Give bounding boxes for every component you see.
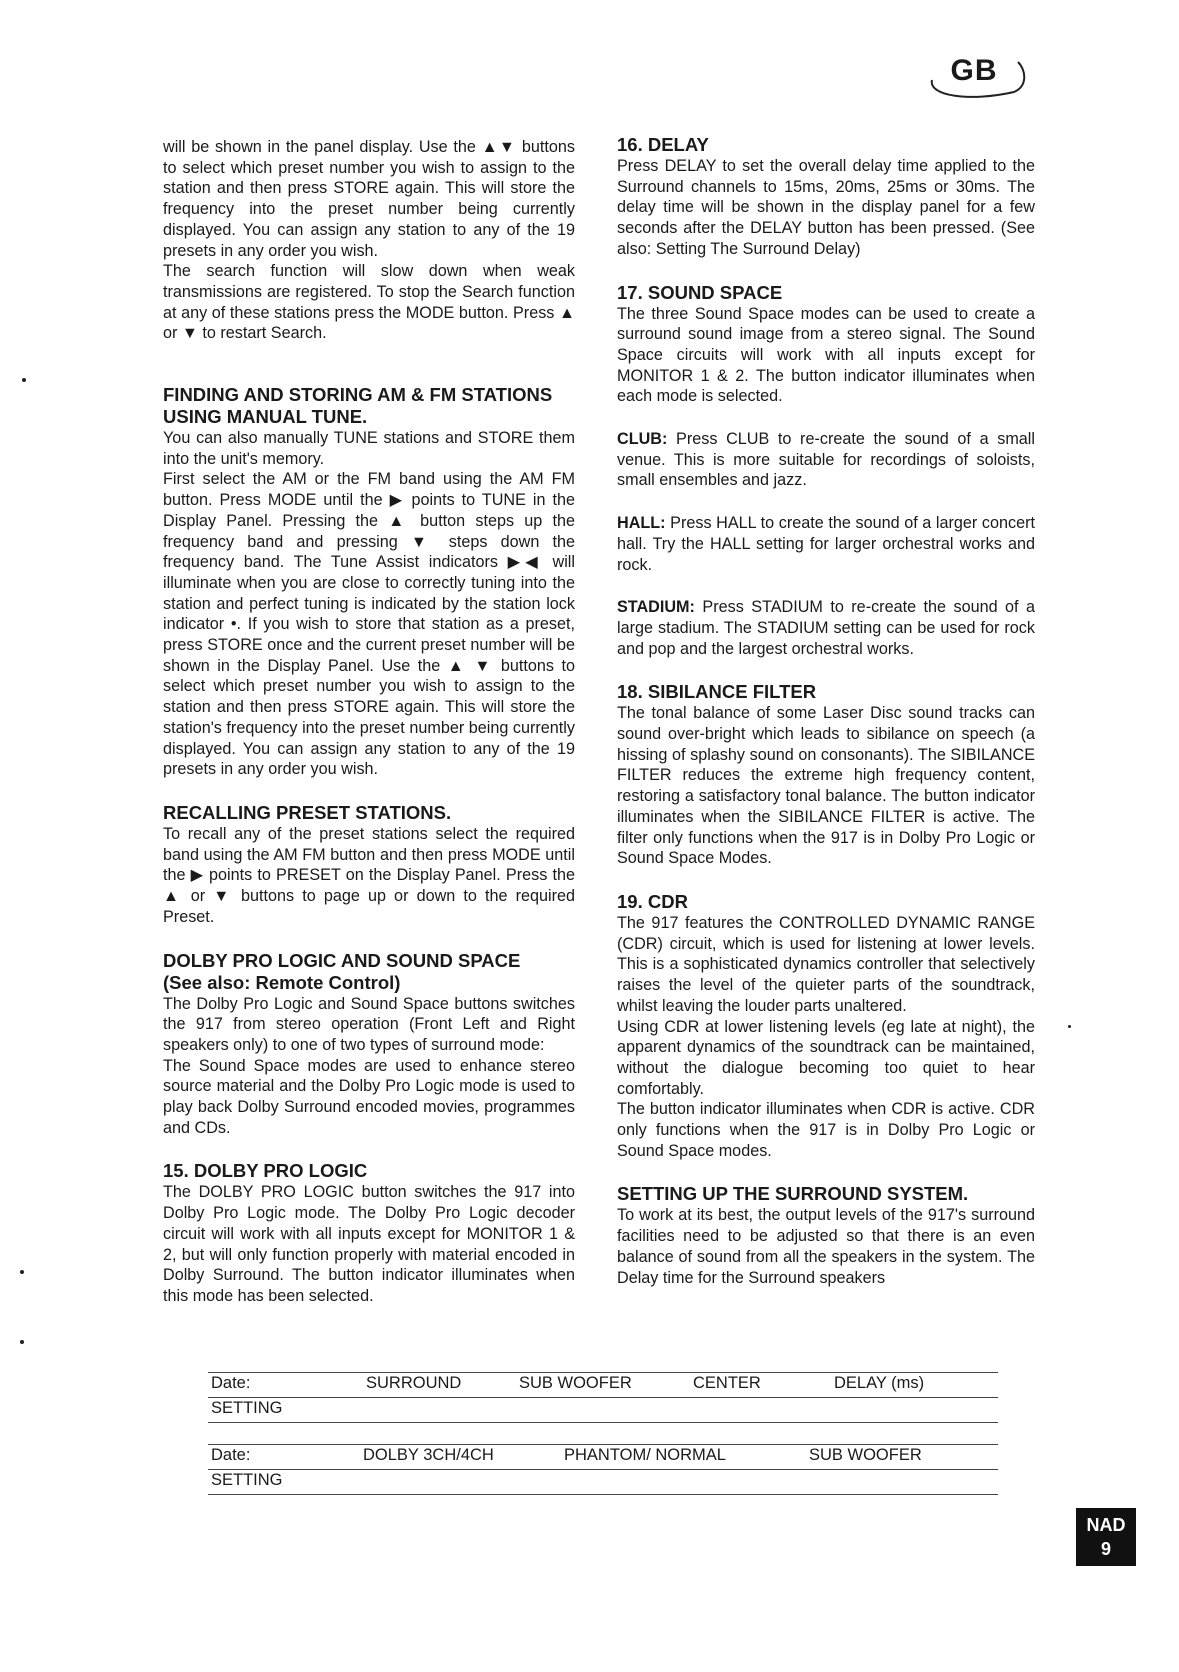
right-column — [617, 134, 1035, 1288]
table-row — [208, 1469, 998, 1494]
column-header: PHANTOM/ NORMAL — [564, 1446, 726, 1464]
section-subheading: (See also: Remote Control) — [163, 971, 401, 993]
paragraph: You can also manually TUNE stations and STORE them into the unit's memory. — [163, 429, 575, 468]
page-number: 9 — [1100, 1539, 1111, 1559]
section-heading: DOLBY PRO LOGIC AND SOUND SPACE — [163, 949, 521, 971]
paragraph: The three Sound Space modes can be used to create a surround sound image from a stereo signal. The Sound Space circuits will work with all inputs except for MONITOR 1 & 2. The button indicator illuminates when each mode is selected. — [617, 304, 1035, 406]
paragraph: Using CDR at lower listening levels (eg late at night), the apparent dynamics of the soundtrack can be maintained, without the dialogue becoming too quiet to hear comfortably. — [617, 1017, 1035, 1098]
section-heading: SETTING UP THE SURROUND SYSTEM. — [617, 1183, 969, 1205]
column-header: SUB WOOFER — [519, 1374, 632, 1392]
settings-table-1 — [208, 1372, 998, 1422]
table-header-row — [208, 1372, 998, 1397]
setting-label: SETTING — [211, 1399, 283, 1417]
paragraph: The DOLBY PRO LOGIC button switches the 917 into Dolby Pro Logic mode. The Dolby Pro Logic decoder circuit will work with all inputs except for MONITOR 1 & 2, but will only function properly with material encoded in Dolby Surround. The button indicator illuminates when this mode has been selected. — [163, 1183, 575, 1305]
paragraph: First select the AM or the FM band using the AM FM button. Press MODE until the ▶ points to TUNE in the Display Panel. Pressing the ▲ button steps up the frequency band and pressing ▼ steps down the frequency band. The Tune Assist indicators ▶◀ will illuminate when you are close to correctly tuning into the station and perfect tuning is indicated by the station lock indicator •. If you wish to store that station as a preset, press STORE once and the current preset number will be shown in the Display Panel. Use the ▲ ▼ buttons to select which preset number you wish to assign to the station and then press STORE again. This will store the station's frequency into the preset number being currently displayed. You can assign any station to any of the 19 presets in any order you wish. — [163, 470, 575, 779]
paragraph: The Dolby Pro Logic and Sound Space buttons switches the 917 from stereo operation (Front Left and Right speakers only) to one of two types of surround mode: — [163, 994, 575, 1054]
column-header: DELAY (ms) — [834, 1374, 925, 1392]
paragraph: The 917 features the CONTROLLED DYNAMIC RANGE (CDR) circuit, which is used for listening at lower levels. This is a sophisticated dynamics controller that selectively raises the level of the quieter parts of the soundtrack, whilst leaving the louder parts unaltered. — [617, 913, 1035, 1015]
scan-speck — [22, 378, 26, 382]
page-number-badge — [1076, 1508, 1136, 1566]
setting-label: SETTING — [211, 1471, 283, 1489]
mode-text: Press HALL to create the sound of a larger concert hall. Try the HALL setting for larger orchestral works and rock. — [617, 514, 1035, 574]
section-heading: 15. DOLBY PRO LOGIC — [163, 1160, 368, 1182]
mode-label: HALL: — [617, 514, 666, 533]
column-header: CENTER — [693, 1374, 761, 1392]
mode-label: CLUB: — [617, 430, 668, 449]
mode-label: STADIUM: — [617, 598, 695, 617]
paragraph: The tonal balance of some Laser Disc sound tracks can sound over-bright which leads to sibilance on speech (a hissing of splashy sound on consonants). The SIBILANCE FILTER reduces the extreme high frequency content, restoring a satisfactory tonal balance. The button indicator illuminates when the SIBILANCE FILTER is active. The filter only functions when the 917 is in Dolby Pro Logic or Sound Space Modes. — [617, 704, 1035, 868]
table-row — [208, 1397, 998, 1422]
settings-table-2 — [208, 1444, 998, 1494]
scan-speck — [20, 1270, 24, 1274]
scan-speck — [1068, 1025, 1071, 1028]
paragraph: To work at its best, the output levels of the 917's surround facilities need to be adjusted so that there is an even balance of sound from all the speakers in the system. The Delay time for the Surround speakers — [617, 1206, 1035, 1287]
section-heading: 19. CDR — [617, 890, 688, 912]
section-heading: RECALLING PRESET STATIONS. — [163, 801, 452, 823]
brand-label: NAD — [1086, 1515, 1126, 1535]
mode-text: Press STADIUM to re-create the sound of a large stadium. The STADIUM setting can be used for rock and pop and the largest orchestral works. — [617, 598, 1036, 658]
paragraph: The button indicator illuminates when CDR is active. CDR only functions when the 917 is in Dolby Pro Logic or Sound Space modes. — [617, 1100, 1035, 1160]
section-heading: 17. SOUND SPACE — [617, 281, 783, 303]
table-header-row — [208, 1444, 998, 1469]
mode-description — [617, 429, 1035, 491]
scan-speck — [20, 1340, 24, 1344]
section-heading: 16. DELAY — [617, 134, 709, 155]
paragraph: Press DELAY to set the overall delay time applied to the Surround channels to 15ms, 20ms, 25ms or 30ms. The delay time will be shown in the display panel for a few seconds after the DELAY button has been pressed. (See also: Setting The Surround Delay) — [617, 157, 1035, 258]
column-header: SURROUND — [366, 1374, 462, 1392]
paragraph: will be shown in the panel display. Use the ▲▼ buttons to select which preset number you wish to assign to the station and then press STORE again. This will store the frequency into the preset number being currently displayed. You can assign any station to any of the 19 presets in any order you wish. — [163, 138, 575, 260]
left-column — [163, 137, 575, 1307]
paragraph: The search function will slow down when weak transmissions are registered. To stop the Search function at any of these stations press the MODE button. Press ▲ or ▼ to restart Search. — [163, 262, 575, 343]
column-header: SUB WOOFER — [809, 1446, 922, 1464]
mode-description — [617, 597, 1035, 659]
section-heading: FINDING AND STORING AM & FM STATIONS USING MANUAL TUNE. — [163, 384, 553, 428]
date-label: Date: — [211, 1446, 251, 1464]
language-code: GB — [950, 54, 998, 87]
language-badge — [918, 52, 1030, 100]
mode-description — [617, 513, 1035, 575]
column-header: DOLBY 3CH/4CH — [363, 1446, 494, 1464]
date-label: Date: — [211, 1374, 251, 1392]
paragraph: To recall any of the preset stations select the required band using the AM FM button and then press MODE until the ▶ points to PRESET on the Display Panel. Press the ▲ or ▼ buttons to page up or down to the required Preset. — [163, 824, 575, 926]
section-heading: 18. SIBILANCE FILTER — [617, 681, 817, 703]
paragraph: The Sound Space modes are used to enhance stereo source material and the Dolby Pro Logic mode is used to play back Dolby Surround encoded movies, programmes and CDs. — [163, 1056, 575, 1137]
mode-text: Press CLUB to re-create the sound of a small venue. This is more suitable for recordings of soloists, small ensembles and jazz. — [617, 430, 1036, 490]
